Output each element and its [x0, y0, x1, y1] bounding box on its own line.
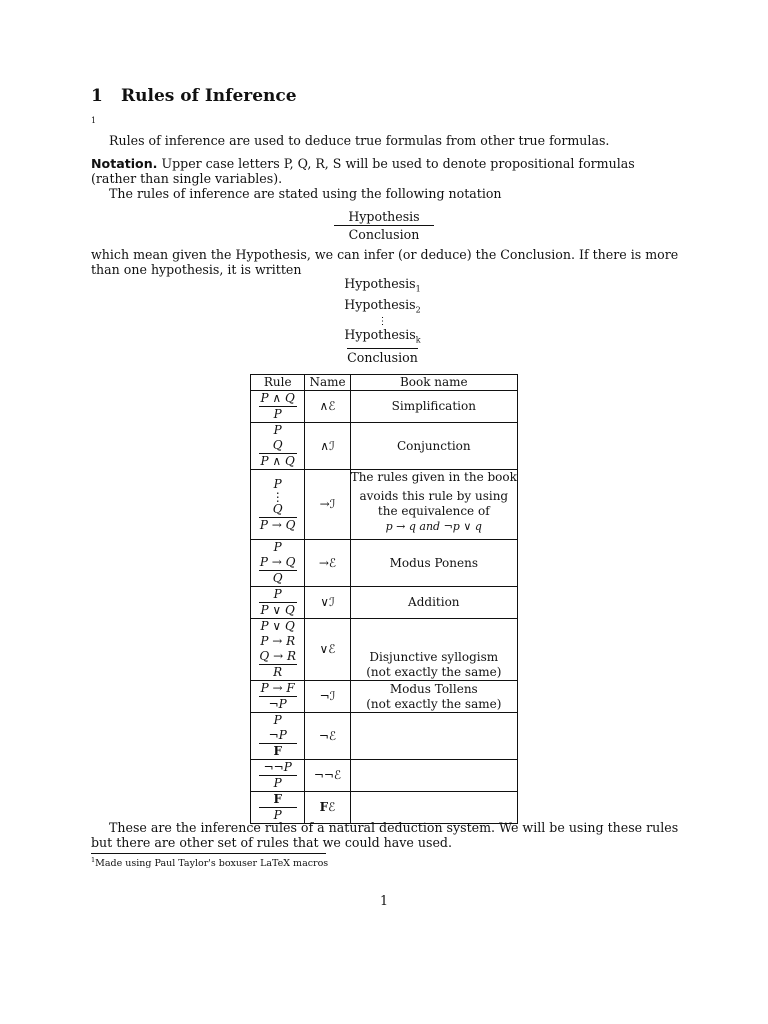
- header-rule: Rule: [251, 375, 305, 391]
- table-row: [251, 760, 518, 792]
- hypothesis-k: Hypothesis$_k$: [344, 327, 421, 345]
- rule-name: Fℰ: [305, 792, 350, 824]
- rule-cell: P ¬P F: [251, 713, 305, 760]
- table-row: [251, 587, 518, 619]
- rules-stated-paragraph: The rules of inference are stated using the following notation: [109, 186, 502, 201]
- book-name: [350, 760, 517, 792]
- rule-name: →ℰ: [305, 540, 350, 587]
- notation-label: Notation.: [91, 156, 158, 171]
- table-row: [251, 681, 518, 713]
- section-heading: [91, 86, 297, 106]
- page-number: 1: [379, 893, 388, 908]
- book-name: Conjunction: [350, 423, 517, 470]
- rule-cell: F P: [251, 792, 305, 824]
- rule-cell: P ∨ Q P → R Q → R R: [251, 619, 305, 681]
- book-name: Modus Ponens: [350, 540, 517, 587]
- hypothesis-label: Hypothesis: [348, 209, 420, 224]
- footnote: [91, 856, 328, 869]
- multi-conclusion: Conclusion: [347, 349, 418, 365]
- book-name: [350, 792, 517, 824]
- notation-paragraph: [91, 156, 679, 186]
- rule-name: ∧ℰ: [305, 391, 350, 423]
- book-name: Addition: [350, 587, 517, 619]
- inference-rules-table: [250, 374, 518, 824]
- single-hypothesis-fraction: [334, 209, 434, 242]
- footnote-divider: [91, 853, 326, 854]
- table-row: [251, 619, 518, 681]
- header-name: Name: [305, 375, 350, 391]
- rule-cell: P ⋮ Q P → Q: [251, 470, 305, 540]
- rule-cell: P → F ¬P: [251, 681, 305, 713]
- rule-name: ¬¬ℰ: [305, 760, 350, 792]
- table-row: [251, 792, 518, 824]
- header-book-name: Book name: [350, 375, 517, 391]
- table-row: [251, 540, 518, 587]
- rule-cell: P ∧ Q P: [251, 391, 305, 423]
- footnote-number: 1: [91, 856, 96, 864]
- intro-paragraph: Rules of inference are used to deduce true formulas from other true formulas.: [109, 133, 610, 148]
- footnote-text: Made using Paul Taylor's boxuser LaTeX macros: [95, 858, 329, 870]
- conclusion-label: Conclusion: [334, 225, 434, 242]
- table-row: [251, 391, 518, 423]
- rule-name: ∨ℰ: [305, 619, 350, 681]
- vertical-dots: ⋮: [377, 316, 388, 328]
- rule-name: ∧ℐ: [305, 423, 350, 470]
- table-row: [251, 470, 518, 540]
- rule-name: ¬ℐ: [305, 681, 350, 713]
- table-header-row: [251, 375, 518, 391]
- rule-name: ¬ℰ: [305, 713, 350, 760]
- table-row: [251, 423, 518, 470]
- rule-name: ∨ℐ: [305, 587, 350, 619]
- footnote-marker: 1: [91, 116, 97, 125]
- hypothesis-2: Hypothesis$_2$: [344, 296, 421, 315]
- rule-cell: P P → Q Q: [251, 540, 305, 587]
- rule-cell: P Q P ∧ Q: [251, 423, 305, 470]
- notation-text: Upper case letters P, Q, R, S will be used to denote propositional formulas (rather than single variables).: [91, 156, 635, 186]
- table-row: [251, 713, 518, 760]
- book-name: The rules given in the book avoids this rule by using the equivalence of p → q and ¬p ∨ q: [350, 470, 517, 540]
- which-mean-paragraph: which mean given the Hypothesis, we can infer (or deduce) the Conclusion. If there is more than one hypothesis, it is written: [91, 247, 679, 277]
- book-name: Simplification: [350, 391, 517, 423]
- closing-paragraph: These are the inference rules of a natural deduction system. We will be using these rules but there are other set of rules that we could have used.: [91, 820, 679, 850]
- multi-hypothesis-stack: [300, 276, 465, 365]
- rule-cell: P P ∨ Q: [251, 587, 305, 619]
- rule-cell: ¬¬P P: [251, 760, 305, 792]
- book-name: Disjunctive syllogism (not exactly the same): [350, 619, 517, 681]
- section-number: 1: [91, 86, 103, 106]
- hypothesis-1: Hypothesis$_1$: [344, 276, 421, 294]
- section-title: Rules of Inference: [121, 86, 297, 106]
- book-name: Modus Tollens (not exactly the same): [350, 681, 517, 713]
- rule-name: →ℐ: [305, 470, 350, 540]
- book-name: [350, 713, 517, 760]
